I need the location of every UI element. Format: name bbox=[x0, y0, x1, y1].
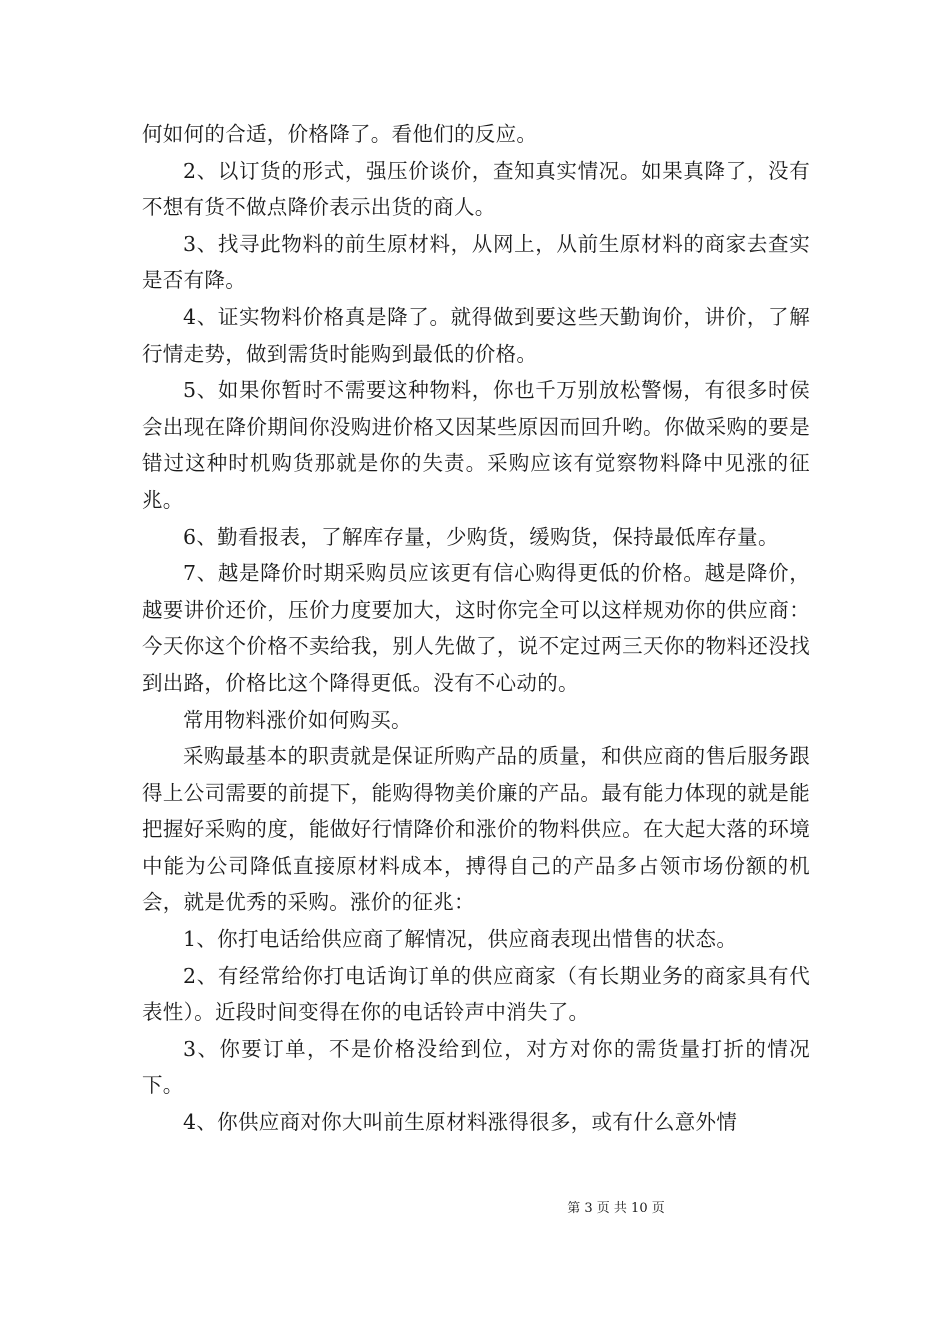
paragraph-sign-1: 1、你打电话给供应商了解情况，供应商表现出惜售的状态。 bbox=[183, 927, 738, 952]
paragraph-item-7: 7、越是降价时期采购员应该更有信心购得更低的价格。越是降价，越要讲价还价，压价力度要加大，这时你完全可以这样规劝你的供应商：今天你这个价格不卖给我，别人先做了，说不定过两三天你的物料还没找到出路，价格比这个降得更低。没有不心动的。 bbox=[142, 561, 810, 695]
paragraph-item-4: 4、证实物料价格真是降了。就得做到要这些天勤询价，讲价，了解行情走势，做到需货时能购到最低的价格。 bbox=[142, 304, 810, 366]
paragraph-intro: 采购最基本的职责就是保证所购产品的质量，和供应商的售后服务跟得上公司需要的前提下，能购得物美价廉的产品。最有能力体现的就是能把握好采购的度，能做好行情降价和涨价的物料供应。在大起大落的环境中能为公司降低直接原材料成本，搏得自己的产品多占领市场份额的机会，就是优秀的采购。涨价的征兆： bbox=[142, 744, 810, 915]
paragraph-item-6: 6、勤看报表，了解库存量，少购货，缓购货，保持最低库存量。 bbox=[183, 524, 779, 549]
paragraph-item-3: 3、找寻此物料的前生原材料，从网上，从前生原材料的商家去查实是否有降。 bbox=[142, 231, 810, 293]
page-number: 第 3 页 共 10 页 bbox=[567, 1201, 665, 1216]
paragraph-item-5: 5、如果你暂时不需要这种物料，你也千万别放松警惕，有很多时侯会出现在降价期间你没购进价格又因某些原因而回升哟。你做采购的要是错过这种时机购货那就是你的失责。采购应该有觉察物料降中见涨的征兆。 bbox=[142, 378, 810, 512]
document-body bbox=[142, 116, 810, 1141]
paragraph-sign-2: 2、有经常给你打电话询订单的供应商家（有长期业务的商家具有代表性）。近段时间变得在你的电话铃声中消失了。 bbox=[142, 963, 810, 1025]
section-heading: 常用物料涨价如何购买。 bbox=[183, 707, 412, 732]
paragraph-sign-4: 4、你供应商对你大叫前生原材料涨得很多，或有什么意外情 bbox=[183, 1110, 738, 1135]
paragraph-sign-3: 3、你要订单，不是价格没给到位，对方对你的需货量打折的情况下。 bbox=[142, 1036, 810, 1098]
page-footer bbox=[0, 1199, 950, 1219]
paragraph-item-2: 2、以订货的形式，强压价谈价，查知真实情况。如果真降了，没有不想有货不做点降价表示出货的商人。 bbox=[142, 158, 810, 220]
paragraph-continuation: 何如何的合适，价格降了。看他们的反应。 bbox=[142, 122, 538, 146]
